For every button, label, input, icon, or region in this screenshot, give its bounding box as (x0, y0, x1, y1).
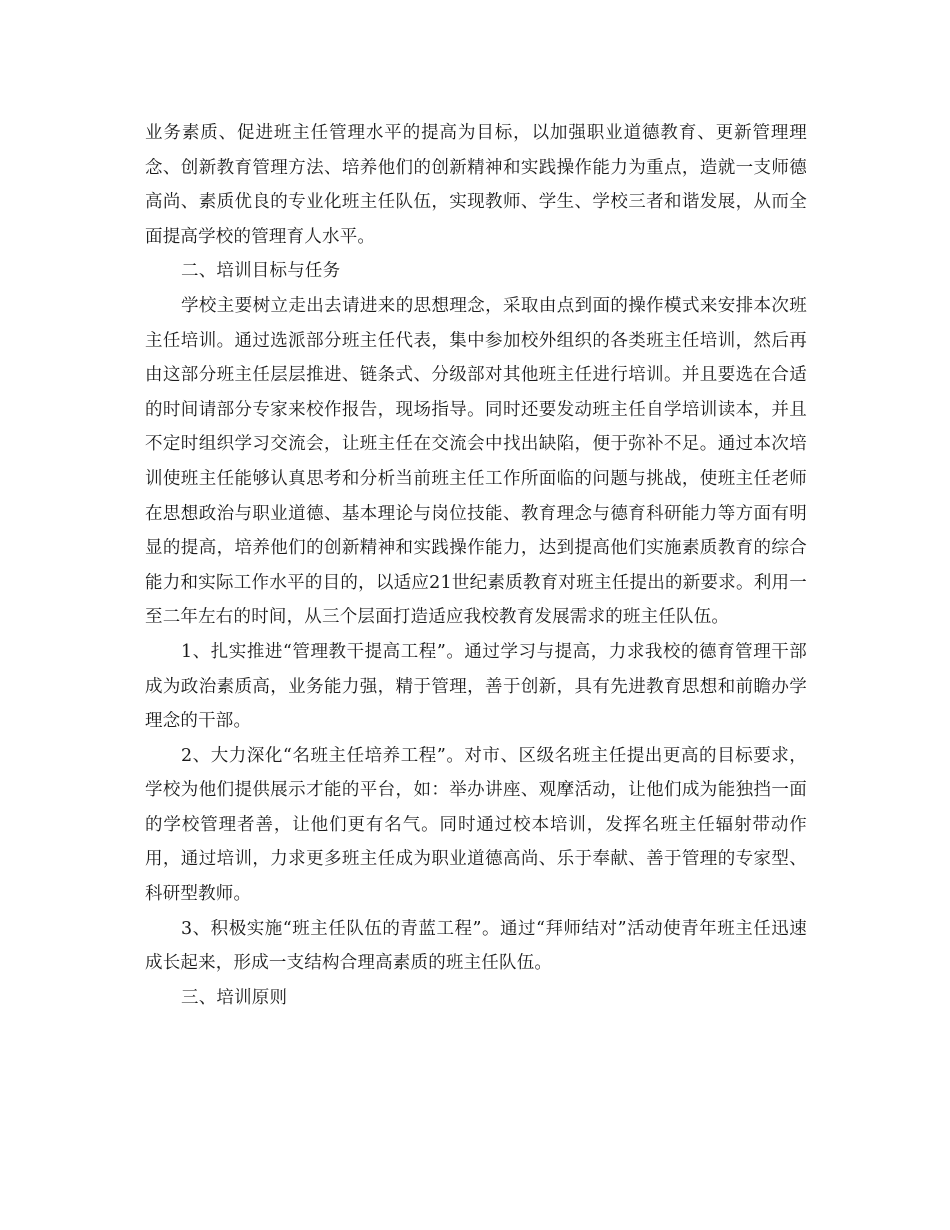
paragraph-goals-body: 学校主要树立走出去请进来的思想理念，采取由点到面的操作模式来安排本次班主任培训。通过选派部分班主任代表，集中参加校外组织的各类班主任培训，然后再由这部分班主任层层推进、链条式、分级部对其他班主任进行培训。并且要选在合适的时间请部分专家来校作报告，现场指导。同时还要发动班主任自学培训读本，并且不定时组织学习交流会，让班主任在交流会中找出缺陷，便于弥补不足。通过本次培训使班主任能够认真思考和分析当前班主任工作所面临的问题与挑战，使班主任老师在思想政治与职业道德、基本理论与岗位技能、教育理念与德育科研能力等方面有明显的提高，培养他们的创新精神和实践操作能力，达到提高他们实施素质教育的综合能力和实际工作水平的目的，以适应21世纪素质教育对班主任提出的新要求。利用一至二年左右的时间，从三个层面打造适应我校教育发展需求的班主任队伍。 (145, 295, 807, 628)
paragraph-item-1: 1、扎实推进“管理教干提高工程”。通过学习与提高，力求我校的德育管理干部成为政治素质高，业务能力强，精于管理，善于创新，具有先进教育思想和前瞻办学理念的干部。 (145, 641, 807, 732)
paragraph-continuation: 业务素质、促进班主任管理水平的提高为目标，以加强职业道德教育、更新管理理念、创新教育管理方法、培养他们的创新精神和实践操作能力为重点，造就一支师德高尚、素质优良的专业化班主任队伍，实现教师、学生、学校三者和谐发展，从而全面提高学校的管理育人水平。 (145, 123, 807, 247)
paragraph-item-3: 3、积极实施“班主任队伍的青蓝工程”。通过“拜师结对”活动使青年班主任迅速成长起来，形成一支结构合理高素质的班主任队伍。 (145, 918, 807, 974)
paragraph-item-2: 2、大力深化“名班主任培养工程”。对市、区级名班主任提出更高的目标要求，学校为他们提供展示才能的平台，如：举办讲座、观摩活动，让他们成为能独挡一面的学校管理者善，让他们更有名气。同时通过校本培训，发挥名班主任辐射带动作用，通过培训，力求更多班主任成为职业道德高尚、乐于奉献、善于管理的专家型、科研型教师。 (145, 745, 807, 905)
section-heading-principles: 三、培训原则 (181, 987, 288, 1008)
section-heading-goals: 二、培训目标与任务 (181, 261, 341, 282)
document-body (145, 116, 807, 1015)
